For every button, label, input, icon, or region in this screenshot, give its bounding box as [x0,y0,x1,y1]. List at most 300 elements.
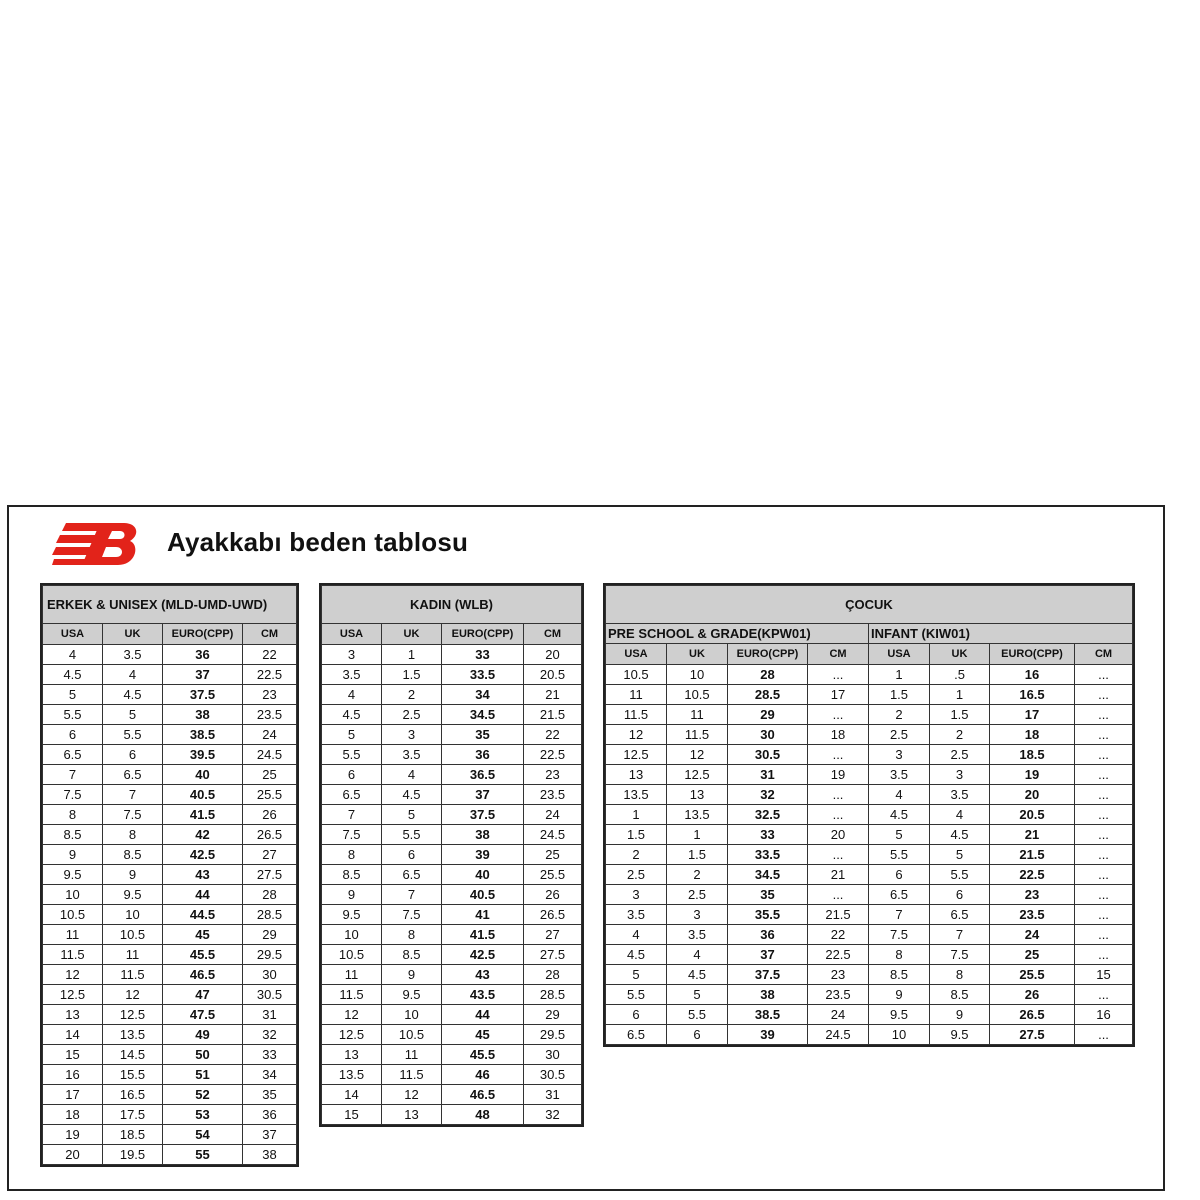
table-cell: 2.5 [930,745,990,765]
table-cell: 32 [728,785,808,805]
table-cell: 13 [43,1005,103,1025]
table-row [606,685,1133,705]
table-cell: 10.5 [43,905,103,925]
table-row [43,965,297,985]
table-cell: 12.5 [667,765,728,785]
table-cell: 10 [43,885,103,905]
table-row [43,685,297,705]
table-cell: 13 [322,1045,382,1065]
table-cell: 42 [163,825,243,845]
table-cell: 2 [930,725,990,745]
table-cell: 38.5 [728,1005,808,1025]
column-header: CM [243,624,297,645]
table-cell: 53 [163,1105,243,1125]
table-cell: 39.5 [163,745,243,765]
table-cell: 26.5 [524,905,582,925]
table-cell: ... [1075,745,1133,765]
table-cell: 38 [163,705,243,725]
table-cell: 31 [243,1005,297,1025]
table-cell: 55 [163,1145,243,1165]
table-cell: 19 [808,765,869,785]
table-cell: 37 [728,945,808,965]
table-cell: 24 [808,1005,869,1025]
column-header: USA [322,624,382,645]
table-cell: 3 [606,885,667,905]
table-cell: 12.5 [606,745,667,765]
table-cell: 2 [869,705,930,725]
table-cell: 10 [869,1025,930,1045]
table-cell: 7 [869,905,930,925]
table-cell: 30.5 [728,745,808,765]
page-title: Ayakkabı beden tablosu [167,527,469,557]
table-cell: 28.5 [728,685,808,705]
table-cell: 21 [524,685,582,705]
table-cell: 38 [243,1145,297,1165]
column-header: USA [869,644,930,665]
table-cell: 6.5 [606,1025,667,1045]
table-cell: 10 [667,665,728,685]
table-cell: 24 [243,725,297,745]
table-cell: 1 [382,645,442,665]
table-cell: 28.5 [243,905,297,925]
table-cell: 47.5 [163,1005,243,1025]
table-cell: 8.5 [43,825,103,845]
table-row [43,1145,297,1165]
table-cell: 1.5 [930,705,990,725]
table-cell: 15 [322,1105,382,1125]
table-row [322,945,582,965]
table-cell: 9.5 [382,985,442,1005]
table-row [606,705,1133,725]
table-row [606,985,1133,1005]
men-column-headers [43,624,297,645]
table-cell: 37 [442,785,524,805]
column-header: CM [808,644,869,665]
table-row [43,865,297,885]
table-row [606,665,1133,685]
table-cell: 43.5 [442,985,524,1005]
size-chart-frame [7,505,1165,1191]
table-cell: 9 [869,985,930,1005]
table-cell: 4.5 [382,785,442,805]
table-cell: 9 [382,965,442,985]
table-cell: 46 [442,1065,524,1085]
table-row [43,945,297,965]
table-row [322,705,582,725]
table-cell: 8.5 [930,985,990,1005]
table-cell: 26 [524,885,582,905]
table-cell: 30.5 [524,1065,582,1085]
table-cell: 48 [442,1105,524,1125]
table-cell: 19.5 [103,1145,163,1165]
column-header: USA [606,644,667,665]
table-cell: 45.5 [163,945,243,965]
table-cell: 5.5 [382,825,442,845]
table-cell: 14 [43,1025,103,1045]
table-cell: 6.5 [43,745,103,765]
table-cell: 2 [606,845,667,865]
table-cell: 4.5 [930,825,990,845]
table-cell: 11.5 [322,985,382,1005]
table-cell: 36 [163,645,243,665]
table-cell: 5.5 [606,985,667,1005]
table-row [322,885,582,905]
table-cell: 10.5 [103,925,163,945]
table-cell: 20 [808,825,869,845]
men-table-title: ERKEK & UNISEX (MLD-UMD-UWD) [43,586,297,624]
table-cell: 27.5 [990,1025,1075,1045]
table-row [322,725,582,745]
table-cell: 29.5 [524,1025,582,1045]
table-cell: 6 [103,745,163,765]
table-cell: 21.5 [990,845,1075,865]
table-cell: 16.5 [103,1085,163,1105]
table-cell: ... [1075,985,1133,1005]
table-cell: 3.5 [930,785,990,805]
table-cell: 14.5 [103,1045,163,1065]
table-cell: 4.5 [667,965,728,985]
table-cell: 37 [243,1125,297,1145]
table-cell: 1.5 [382,665,442,685]
table-cell: 34 [442,685,524,705]
table-cell: 6 [667,1025,728,1045]
table-cell: 18.5 [103,1125,163,1145]
table-cell: 20 [524,645,582,665]
table-cell: 11 [43,925,103,945]
table-cell: 11.5 [667,725,728,745]
table-cell: 49 [163,1025,243,1045]
table-row [322,805,582,825]
table-cell: 33.5 [728,845,808,865]
table-cell: 19 [43,1125,103,1145]
table-cell: 44 [163,885,243,905]
table-cell: 5 [103,705,163,725]
table-row [322,665,582,685]
column-header: CM [524,624,582,645]
table-row [606,805,1133,825]
table-cell: 6.5 [869,885,930,905]
table-cell: 44 [442,1005,524,1025]
table-cell: 30 [243,965,297,985]
table-cell: 8 [930,965,990,985]
table-cell: 6 [382,845,442,865]
table-cell: 28 [728,665,808,685]
table-cell: 16.5 [990,685,1075,705]
kids-size-table [603,583,1135,1047]
table-cell: 42.5 [442,945,524,965]
table-cell: 4 [43,645,103,665]
table-row [43,785,297,805]
table-cell: 41 [442,905,524,925]
table-cell: 36 [243,1105,297,1125]
table-cell: 5.5 [103,725,163,745]
table-cell: 33 [442,645,524,665]
table-cell: 4 [382,765,442,785]
table-row [322,925,582,945]
table-cell: 29 [243,925,297,945]
table-row [322,1025,582,1045]
table-cell: 24 [524,805,582,825]
table-cell: 12 [322,1005,382,1025]
new-balance-logo-icon [52,521,142,567]
table-cell: ... [808,705,869,725]
table-cell: 28.5 [524,985,582,1005]
table-cell: 46.5 [163,965,243,985]
table-row [322,765,582,785]
table-cell: ... [1075,785,1133,805]
table-cell: 27.5 [243,865,297,885]
table-cell: 4.5 [43,665,103,685]
women-table-title: KADIN (WLB) [322,586,582,624]
table-cell: 3 [930,765,990,785]
women-column-headers [322,624,582,645]
table-cell: 13.5 [667,805,728,825]
table-cell: 8 [322,845,382,865]
table-cell: 21.5 [808,905,869,925]
table-cell: 23.5 [524,785,582,805]
table-cell: 14 [322,1085,382,1105]
table-cell: 5 [43,685,103,705]
table-cell: 5.5 [43,705,103,725]
table-cell: 39 [442,845,524,865]
column-header: USA [43,624,103,645]
table-cell: 21.5 [524,705,582,725]
table-cell: 35 [243,1085,297,1105]
table-cell: ... [1075,665,1133,685]
table-cell: 11.5 [103,965,163,985]
table-cell: 7.5 [103,805,163,825]
table-cell: 7.5 [322,825,382,845]
table-row [322,865,582,885]
table-cell: 9.5 [103,885,163,905]
table-cell: 9.5 [930,1025,990,1045]
table-cell: 1.5 [869,685,930,705]
table-cell: 12 [382,1085,442,1105]
table-row [322,1005,582,1025]
table-cell: 36.5 [442,765,524,785]
table-cell: 1 [606,805,667,825]
table-row [606,825,1133,845]
table-cell: 37 [163,665,243,685]
table-cell: 45 [442,1025,524,1045]
table-cell: 22 [243,645,297,665]
table-cell: 11 [382,1045,442,1065]
table-cell: 47 [163,985,243,1005]
table-row [43,925,297,945]
table-cell: 17 [990,705,1075,725]
table-cell: 7.5 [869,925,930,945]
table-cell: ... [1075,1025,1133,1045]
table-cell: 12 [43,965,103,985]
table-cell: 29.5 [243,945,297,965]
table-cell: 8.5 [103,845,163,865]
column-header: UK [103,624,163,645]
table-cell: 50 [163,1045,243,1065]
table-cell: 17.5 [103,1105,163,1125]
table-cell: 30 [524,1045,582,1065]
table-row [43,905,297,925]
table-cell: 5.5 [667,1005,728,1025]
table-cell: 25.5 [990,965,1075,985]
table-cell: 24 [990,925,1075,945]
table-cell: ... [808,885,869,905]
table-cell: 51 [163,1065,243,1085]
table-row [43,1085,297,1105]
table-cell: ... [1075,685,1133,705]
table-cell: 32 [243,1025,297,1045]
table-cell: 2.5 [606,865,667,885]
table-row [322,965,582,985]
table-cell: 7 [322,805,382,825]
table-cell: 9 [322,885,382,905]
table-cell: 9 [930,1005,990,1025]
table-cell: ... [1075,945,1133,965]
table-cell: 3.5 [103,645,163,665]
table-cell: ... [1075,825,1133,845]
table-row [43,745,297,765]
table-cell: 42.5 [163,845,243,865]
table-cell: 4 [869,785,930,805]
column-header: CM [1075,644,1133,665]
table-cell: 24.5 [524,825,582,845]
table-cell: 3.5 [667,925,728,945]
table-cell: 30 [728,725,808,745]
table-cell: 16 [1075,1005,1133,1025]
table-row [606,725,1133,745]
table-row [606,1025,1133,1045]
table-cell: 45 [163,925,243,945]
table-row [606,885,1133,905]
table-cell: 36 [442,745,524,765]
table-cell: 8 [103,825,163,845]
table-cell: 7 [43,765,103,785]
table-row [43,845,297,865]
table-row [322,825,582,845]
table-cell: 10 [103,905,163,925]
kids-column-headers [606,644,1133,665]
table-row [322,1105,582,1125]
table-row [43,1105,297,1125]
table-cell: 23 [243,685,297,705]
table-cell: 6 [606,1005,667,1025]
table-row [322,1085,582,1105]
table-cell: 10.5 [606,665,667,685]
table-cell: 15 [1075,965,1133,985]
column-header: EURO(CPP) [442,624,524,645]
table-cell: 9.5 [869,1005,930,1025]
table-cell: 5.5 [869,845,930,865]
table-cell: 12.5 [322,1025,382,1045]
table-cell: ... [1075,765,1133,785]
table-row [322,1045,582,1065]
table-cell: 35.5 [728,905,808,925]
column-header: EURO(CPP) [163,624,243,645]
table-cell: 22.5 [524,745,582,765]
table-cell: 40 [442,865,524,885]
table-cell: 38.5 [163,725,243,745]
column-header: UK [930,644,990,665]
table-cell: 6 [322,765,382,785]
table-cell: 26 [990,985,1075,1005]
table-cell: ... [808,845,869,865]
table-cell: 38 [442,825,524,845]
table-cell: 39 [728,1025,808,1045]
table-cell: 1 [667,825,728,845]
kids-table-title: ÇOCUK [606,586,1133,624]
table-cell: 24.5 [243,745,297,765]
table-cell: ... [1075,805,1133,825]
table-cell: 29 [728,705,808,725]
table-row [606,845,1133,865]
table-cell: 29 [524,1005,582,1025]
table-cell: 2.5 [869,725,930,745]
table-cell: 13.5 [322,1065,382,1085]
table-cell: 18 [990,725,1075,745]
table-cell: 26.5 [990,1005,1075,1025]
table-row [606,765,1133,785]
table-row [43,1065,297,1085]
table-cell: 12 [103,985,163,1005]
table-row [43,665,297,685]
table-cell: 40.5 [163,785,243,805]
table-cell: 37.5 [442,805,524,825]
column-header: EURO(CPP) [990,644,1075,665]
table-cell: 6.5 [382,865,442,885]
table-cell: 32.5 [728,805,808,825]
table-row [606,905,1133,925]
table-cell: ... [1075,705,1133,725]
table-cell: 25 [990,945,1075,965]
table-cell: 5 [869,825,930,845]
table-row [606,945,1133,965]
table-cell: 3.5 [382,745,442,765]
table-cell: 23.5 [808,985,869,1005]
table-cell: 1 [930,685,990,705]
table-cell: 8.5 [869,965,930,985]
table-cell: 33 [243,1045,297,1065]
table-cell: 8.5 [322,865,382,885]
table-cell: 5 [930,845,990,865]
table-cell: 9.5 [322,905,382,925]
table-cell: 13 [606,765,667,785]
table-cell: 3 [869,745,930,765]
table-cell: 12.5 [103,1005,163,1025]
table-cell: 4 [930,805,990,825]
infant-title: INFANT (KIW01) [869,624,1133,644]
table-cell: 23.5 [243,705,297,725]
table-cell: 13 [382,1105,442,1125]
table-cell: 23.5 [990,905,1075,925]
table-cell: 24.5 [808,1025,869,1045]
table-cell: ... [1075,725,1133,745]
table-cell: 10 [382,1005,442,1025]
table-cell: 46.5 [442,1085,524,1105]
table-cell: 34.5 [728,865,808,885]
table-cell: 6 [930,885,990,905]
table-cell: 4 [103,665,163,685]
table-cell: 35 [442,725,524,745]
table-cell: 3.5 [606,905,667,925]
table-cell: 32 [524,1105,582,1125]
table-cell: ... [1075,925,1133,945]
table-cell: 4.5 [322,705,382,725]
table-cell: 2 [382,685,442,705]
table-cell: 23 [808,965,869,985]
table-cell: 20.5 [990,805,1075,825]
table-row [606,745,1133,765]
table-cell: 34 [243,1065,297,1085]
table-cell: 4.5 [606,945,667,965]
